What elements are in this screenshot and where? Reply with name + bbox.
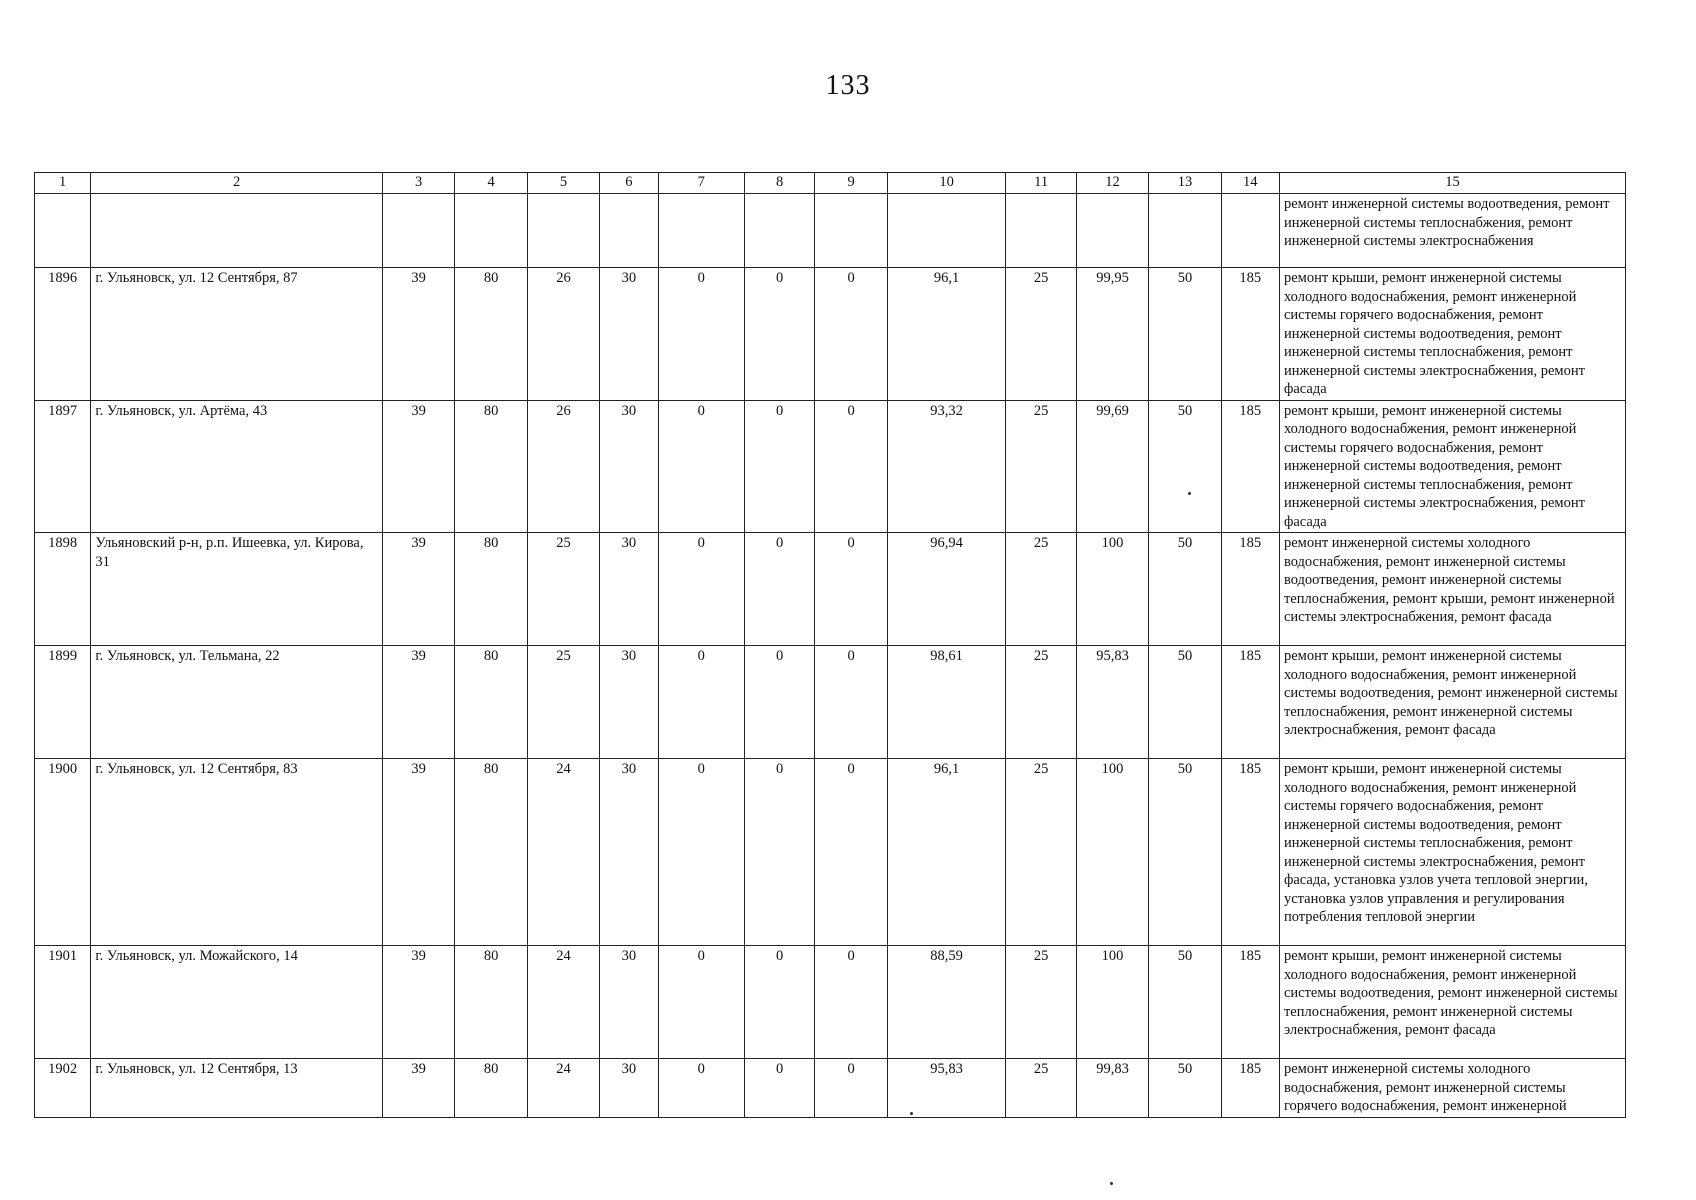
value-cell: 0 xyxy=(658,946,744,1059)
value-cell: 25 xyxy=(1006,646,1076,759)
value-cell: 0 xyxy=(658,759,744,946)
value-cell: 88,59 xyxy=(887,946,1006,1059)
column-header: 6 xyxy=(600,173,658,194)
address-cell: г. Ульяновск, ул. Артёма, 43 xyxy=(91,400,383,533)
value-cell: 50 xyxy=(1149,759,1221,946)
value-cell: 0 xyxy=(815,268,887,401)
works-cell: ремонт крыши, ремонт инженерной системы холодного водоснабжения, ремонт инженерной системы водоотведения, ремонт инженерной системы теплоснабжения, ремонт инженерной системы электроснабжения, ремонт фасада xyxy=(1279,946,1625,1059)
works-cell: ремонт крыши, ремонт инженерной системы холодного водоснабжения, ремонт инженерной системы горячего водоснабжения, ремонт инженерной системы водоотведения, ремонт инженерной системы теплоснабжения, ремонт инженерной системы электроснабжения, ремонт фасада xyxy=(1279,268,1625,401)
value-cell: 30 xyxy=(600,400,658,533)
column-header: 2 xyxy=(91,173,383,194)
value-cell: 50 xyxy=(1149,268,1221,401)
table-row xyxy=(35,268,1626,401)
works-cell: ремонт инженерной системы холодного водоснабжения, ремонт инженерной системы водоотведения, ремонт инженерной системы теплоснабжения, ремонт крыши, ремонт инженерной системы электроснабжения, ремонт фасада xyxy=(1279,533,1625,646)
address-cell xyxy=(91,194,383,268)
value-cell: 24 xyxy=(527,946,599,1059)
value-cell: 0 xyxy=(744,400,814,533)
value-cell: 39 xyxy=(382,646,454,759)
value-cell: 185 xyxy=(1221,268,1279,401)
column-header: 15 xyxy=(1279,173,1625,194)
value-cell: 0 xyxy=(815,646,887,759)
value-cell: 50 xyxy=(1149,1059,1221,1118)
value-cell: 80 xyxy=(455,400,527,533)
works-cell: ремонт инженерной системы холодного водоснабжения, ремонт инженерной системы горячего водоснабжения, ремонт инженерной xyxy=(1279,1059,1625,1118)
works-cell: ремонт инженерной системы водоотведения, ремонт инженерной системы теплоснабжения, ремонт инженерной системы электроснабжения xyxy=(1279,194,1625,268)
column-header: 12 xyxy=(1076,173,1148,194)
value-cell xyxy=(744,194,814,268)
value-cell: 100 xyxy=(1076,533,1148,646)
value-cell: 0 xyxy=(744,946,814,1059)
value-cell: 30 xyxy=(600,646,658,759)
column-header: 8 xyxy=(744,173,814,194)
value-cell: 185 xyxy=(1221,533,1279,646)
value-cell: 25 xyxy=(1006,946,1076,1059)
value-cell: 0 xyxy=(658,400,744,533)
row-number-cell: 1899 xyxy=(35,646,91,759)
works-cell: ремонт крыши, ремонт инженерной системы холодного водоснабжения, ремонт инженерной системы водоотведения, ремонт инженерной системы теплоснабжения, ремонт инженерной системы электроснабжения, ремонт фасада xyxy=(1279,646,1625,759)
row-number-cell: 1898 xyxy=(35,533,91,646)
value-cell: 0 xyxy=(815,946,887,1059)
value-cell xyxy=(658,194,744,268)
value-cell: 0 xyxy=(744,533,814,646)
value-cell: 99,83 xyxy=(1076,1059,1148,1118)
value-cell xyxy=(1076,194,1148,268)
value-cell: 39 xyxy=(382,1059,454,1118)
value-cell: 80 xyxy=(455,759,527,946)
value-cell: 0 xyxy=(744,759,814,946)
value-cell xyxy=(1006,194,1076,268)
value-cell: 25 xyxy=(1006,533,1076,646)
address-cell: Ульяновский р-н, р.п. Ишеевка, ул. Кирова, 31 xyxy=(91,533,383,646)
value-cell: 80 xyxy=(455,646,527,759)
value-cell: 185 xyxy=(1221,1059,1279,1118)
value-cell: 96,1 xyxy=(887,759,1006,946)
value-cell: 80 xyxy=(455,946,527,1059)
column-header: 13 xyxy=(1149,173,1221,194)
row-number-cell: 1896 xyxy=(35,268,91,401)
continuation-row xyxy=(35,194,1626,268)
value-cell: 50 xyxy=(1149,533,1221,646)
works-cell: ремонт крыши, ремонт инженерной системы холодного водоснабжения, ремонт инженерной системы горячего водоснабжения, ремонт инженерной системы водоотведения, ремонт инженерной системы теплоснабжения, ремонт инженерной системы электроснабжения, ремонт фасада, установка узлов учета тепловой энергии, установка узлов управления и регулирования потребления тепловой энергии xyxy=(1279,759,1625,946)
value-cell: 99,95 xyxy=(1076,268,1148,401)
row-number-cell: 1897 xyxy=(35,400,91,533)
value-cell: 39 xyxy=(382,946,454,1059)
value-cell: 0 xyxy=(744,268,814,401)
value-cell: 30 xyxy=(600,759,658,946)
value-cell: 0 xyxy=(815,533,887,646)
value-cell: 25 xyxy=(527,533,599,646)
value-cell: 0 xyxy=(658,646,744,759)
value-cell xyxy=(455,194,527,268)
column-header: 11 xyxy=(1006,173,1076,194)
address-cell: г. Ульяновск, ул. 12 Сентября, 87 xyxy=(91,268,383,401)
value-cell xyxy=(527,194,599,268)
value-cell: 24 xyxy=(527,1059,599,1118)
value-cell: 50 xyxy=(1149,946,1221,1059)
value-cell: 95,83 xyxy=(887,1059,1006,1118)
table-row xyxy=(35,646,1626,759)
value-cell: 0 xyxy=(815,1059,887,1118)
value-cell: 24 xyxy=(527,759,599,946)
value-cell xyxy=(815,194,887,268)
address-cell: г. Ульяновск, ул. 12 Сентября, 83 xyxy=(91,759,383,946)
value-cell: 50 xyxy=(1149,646,1221,759)
row-number-cell: 1902 xyxy=(35,1059,91,1118)
value-cell: 100 xyxy=(1076,946,1148,1059)
page-number: 133 xyxy=(825,70,871,101)
value-cell: 25 xyxy=(1006,400,1076,533)
scan-speck xyxy=(1110,1182,1113,1185)
value-cell: 30 xyxy=(600,946,658,1059)
column-header: 14 xyxy=(1221,173,1279,194)
value-cell xyxy=(600,194,658,268)
table-row xyxy=(35,533,1626,646)
value-cell: 96,94 xyxy=(887,533,1006,646)
value-cell: 39 xyxy=(382,533,454,646)
value-cell: 0 xyxy=(744,646,814,759)
value-cell: 30 xyxy=(600,268,658,401)
value-cell: 39 xyxy=(382,759,454,946)
column-header: 1 xyxy=(35,173,91,194)
value-cell: 80 xyxy=(455,268,527,401)
value-cell: 95,83 xyxy=(1076,646,1148,759)
row-number-cell: 1901 xyxy=(35,946,91,1059)
scan-speck xyxy=(910,1112,913,1115)
value-cell: 26 xyxy=(527,400,599,533)
value-cell: 96,1 xyxy=(887,268,1006,401)
address-cell: г. Ульяновск, ул. 12 Сентября, 13 xyxy=(91,1059,383,1118)
column-header: 3 xyxy=(382,173,454,194)
row-number-cell xyxy=(35,194,91,268)
value-cell: 80 xyxy=(455,533,527,646)
value-cell: 93,32 xyxy=(887,400,1006,533)
value-cell: 30 xyxy=(600,1059,658,1118)
works-cell: ремонт крыши, ремонт инженерной системы холодного водоснабжения, ремонт инженерной системы горячего водоснабжения, ремонт инженерной системы водоотведения, ремонт инженерной системы теплоснабжения, ремонт инженерной системы электроснабжения, ремонт фасада xyxy=(1279,400,1625,533)
value-cell: 0 xyxy=(815,759,887,946)
value-cell: 185 xyxy=(1221,946,1279,1059)
value-cell: 100 xyxy=(1076,759,1148,946)
table-row xyxy=(35,759,1626,946)
repair-register-table xyxy=(34,172,1626,1118)
value-cell: 0 xyxy=(815,400,887,533)
value-cell: 185 xyxy=(1221,400,1279,533)
row-number-cell: 1900 xyxy=(35,759,91,946)
address-cell: г. Ульяновск, ул. Тельмана, 22 xyxy=(91,646,383,759)
value-cell: 185 xyxy=(1221,759,1279,946)
column-header: 5 xyxy=(527,173,599,194)
column-header: 9 xyxy=(815,173,887,194)
value-cell xyxy=(887,194,1006,268)
value-cell: 39 xyxy=(382,400,454,533)
value-cell xyxy=(1149,194,1221,268)
column-header: 4 xyxy=(455,173,527,194)
value-cell: 0 xyxy=(658,268,744,401)
value-cell: 98,61 xyxy=(887,646,1006,759)
column-number-row xyxy=(35,173,1626,194)
value-cell: 25 xyxy=(1006,268,1076,401)
value-cell xyxy=(382,194,454,268)
value-cell: 185 xyxy=(1221,646,1279,759)
value-cell: 50 xyxy=(1149,400,1221,533)
column-header: 10 xyxy=(887,173,1006,194)
value-cell xyxy=(1221,194,1279,268)
value-cell: 25 xyxy=(527,646,599,759)
table-row xyxy=(35,946,1626,1059)
value-cell: 30 xyxy=(600,533,658,646)
value-cell: 39 xyxy=(382,268,454,401)
value-cell: 0 xyxy=(744,1059,814,1118)
value-cell: 99,69 xyxy=(1076,400,1148,533)
value-cell: 0 xyxy=(658,533,744,646)
value-cell: 80 xyxy=(455,1059,527,1118)
value-cell: 25 xyxy=(1006,759,1076,946)
column-header: 7 xyxy=(658,173,744,194)
value-cell: 26 xyxy=(527,268,599,401)
address-cell: г. Ульяновск, ул. Можайского, 14 xyxy=(91,946,383,1059)
value-cell: 25 xyxy=(1006,1059,1076,1118)
value-cell: 0 xyxy=(658,1059,744,1118)
table-row xyxy=(35,1059,1626,1118)
table-row xyxy=(35,400,1626,533)
scan-speck xyxy=(1188,492,1191,495)
